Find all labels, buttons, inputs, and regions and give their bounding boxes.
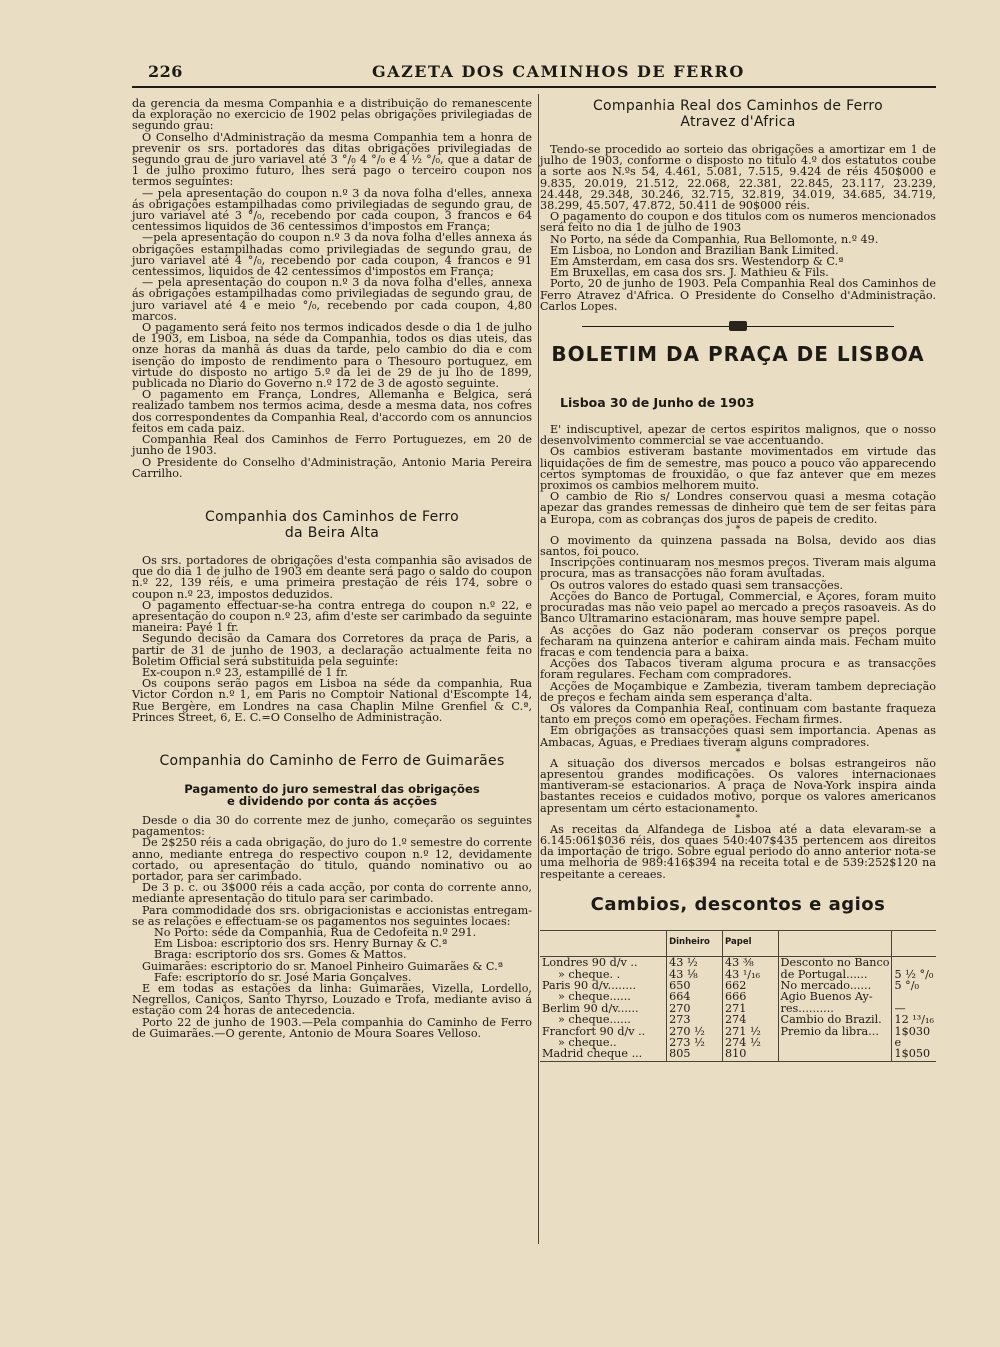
table-cell: 5 °/₀ xyxy=(892,980,936,991)
table-header-row xyxy=(540,930,936,956)
table-cell: Madrid cheque ... xyxy=(540,1048,667,1061)
paragraph: O pagamento em França, Londres, Allemanha e Belgica, será realizado tambem nos termos acima, desde a mesma data, nos cofres dos correspondentes da Companhia Real, d'accordo com os annuncios feitos em cada paiz. xyxy=(132,388,532,435)
paragraph: Ex-coupon n.º 23, estampillé de 1 fr. xyxy=(142,665,348,679)
table-cell: Cambio do Brazil. xyxy=(778,1014,892,1025)
table-cell: Agio Buenos Ay- xyxy=(778,991,892,1002)
paragraph: As acções do Gaz não poderam conservar os preços porque fecharam na quinzena anterior e cahiram ainda mais. Fecham muito fracas e com tendencia para a baixa. xyxy=(540,623,936,659)
right-column xyxy=(540,98,936,1062)
column-header-papel: Papel xyxy=(723,930,779,956)
table-cell: » cheque. . xyxy=(558,967,621,981)
table-cell: 43 ½ xyxy=(667,957,723,969)
paragraph: Os coupons serão pagos em Lisboa na séde da companhia, Rua Victor Cordon n.º 1, em Paris no Comptoir National d'Escompte 14, Rue Bergère, em Londres na casa Chaplin Milne Grenfiel & C.ª, Princes Street, 6, E. C.=O Conselho de Administração. xyxy=(132,677,532,724)
table-cell: 271 ½ xyxy=(723,1026,779,1037)
table-cell: » cheque.. xyxy=(558,1036,617,1050)
paragraph: Guimarães: escriptorio do sr. Manoel Pinheiro Guimarães & C.ª xyxy=(142,959,503,973)
paragraph: Os cambios estiveram bastante movimentados em virtude das liquidações de fim de semestre, mas pouco a pouco vão apparecendo certos symptomas de frouxidão, o que faz antever que em mezes proximos os cambios melhorem muito. xyxy=(540,445,936,493)
table-cell: 810 xyxy=(723,1048,779,1061)
table-cell: 805 xyxy=(667,1048,723,1061)
paragraph: No Porto: séde da Companhia, Rua de Cedofeita n.º 291. xyxy=(154,925,477,939)
table-cell: res.......... xyxy=(778,1003,892,1014)
table-row xyxy=(540,1014,936,1025)
table-cell: Berlim 90 d/v...... xyxy=(542,1001,639,1015)
paragraph: De 3 p. c. ou 3$000 réis a cada acção, por conta do corrente anno, mediante apresentação do titulo para ser carimbado. xyxy=(132,881,532,906)
table-cell: — xyxy=(892,1003,936,1014)
paragraph: O movimento da quinzena passada na Bolsa, devido aos dias santos, foi pouco. xyxy=(540,533,936,559)
signature-paragraph: Porto 22 de junho de 1903.—Pela companhia do Caminho de Ferro de Guimarães.—O gerente, Antonio de Moura Soares Velloso. xyxy=(132,1015,532,1040)
paragraph: Em Amsterdam, em casa dos srs. Westendorp & C.ª xyxy=(550,255,844,269)
paragraph: Acções do Banco de Portugal, Commercial, e Açores, foram muito procuradas mas não veio papel ao mercado a preços rasoaveis. As do Banco Ultramarino estacionaram, mas houve sempre papel. xyxy=(540,589,936,626)
paragraph: Em Lisboa, no London and Brazilian Bank Limited. xyxy=(550,243,839,257)
table-cell: 664 xyxy=(667,991,723,1002)
table-cell: Premio da libra... xyxy=(778,1026,892,1037)
table-cell: 666 xyxy=(723,991,779,1002)
paragraph: — pela apresentação do coupon n.º 3 da nova folha d'elles, annexa ás obrigações estampilhadas como privilegiadas de segundo grau, de juro variavel até 4 e meio °/₀, recebendo por cada coupon, 4,80 marcos. xyxy=(132,276,532,323)
paragraph: Para commodidade dos srs. obrigacionistas e accionistas entregam-se as relações e effectuam-se os pagamentos nos seguintes locaes: xyxy=(132,903,532,928)
paragraph: Os outros valores do estado quasi sem transacções. xyxy=(550,578,844,592)
paragraph: Em obrigações as transacções quasi sem importancia. Apenas as Ambacas, Aguas, e Prediaes tiveram alguns compradores. xyxy=(540,724,936,749)
table-cell: 270 xyxy=(667,1003,723,1014)
paragraph: E em todas as estações da linha: Guimarães, Vizella, Lordello, Negrellos, Caniços, Santo Thyrso, Louzado e Trofa, mediante aviso á estação com 24 horas de antecedencia. xyxy=(132,982,532,1018)
paragraph: Acções dos Tabacos tiveram alguma procura e as transacções foram regulares. Fecham com compradores. xyxy=(540,657,936,682)
table-cell: 43 ⅜ xyxy=(723,957,779,969)
paragraph: Desde o dia 30 do corrente mez de junho, começarão os seguintes pagamentos: xyxy=(132,813,532,839)
section-asterisk: * xyxy=(735,812,741,824)
locomotive-ornament-icon xyxy=(729,321,747,331)
paragraph: No Porto, na séde da Companhia, Rua Bellomonte, n.º 49. xyxy=(550,232,879,246)
section-asterisk: * xyxy=(735,746,741,758)
header-rule xyxy=(132,86,936,88)
paragraph: E' indiscuptivel, apezar de certos espiritos malignos, que o nosso desenvolvimento commercial se vae accentuando. xyxy=(540,423,936,448)
exchange-rates-table xyxy=(540,930,936,1062)
table-cell xyxy=(778,1048,892,1061)
signature-paragraph: O Presidente do Conselho d'Administração, Antonio Maria Pereira Carrilho. xyxy=(132,455,532,480)
table-row xyxy=(540,1048,936,1061)
table-cell: 274 ½ xyxy=(723,1037,779,1048)
column-header-dinheiro: Dinheiro xyxy=(667,930,723,956)
paragraph: O pagamento effectuar-se-ha contra entrega do coupon n.º 22, e apresentação do coupon n.º 23, afim d'este ser carimbado da seguinte maneira: Payé 1 fr. xyxy=(132,598,532,635)
section-heading-cambios: Cambios, descontos e agios xyxy=(590,893,886,915)
paragraph: — pela apresentação do coupon n.º 3 da nova folha d'elles, annexa ás obrigações estampilhadas como privilegiadas de segundo grau, de juro variavel até 3 °/₀, recebendo por cada coupon, 3 francos e 64 centessimos liquidos de 36 centessimos d'impostos em França; xyxy=(132,186,532,234)
signature-paragraph: Porto, 20 de junho de 1903. Pela Companhia Real dos Caminhos de Ferro Atravez d'Africa. O Presidente do Conselho d'Administração. Carlos Lopes. xyxy=(540,277,936,313)
subheading-pagamento: Pagamento do juro semestral das obrigações e dividendo por conta ás acções xyxy=(184,781,480,808)
paragraph: As receitas da Alfandega de Lisboa até a data elevaram-se a 6.145:061$036 réis, dos quaes 540:407$435 pertencem aos direitos da importação de trigo. Sobre egual periodo do anno anterior nota-se uma melhoria de 989:416$394 na receita total e de 539:252$120 na respeitante a cereaes. xyxy=(540,822,936,881)
table-cell: 12 ¹³/₁₆ xyxy=(892,1014,936,1025)
page-number: 226 xyxy=(148,62,183,81)
table-cell: Francfort 90 d/v .. xyxy=(542,1024,646,1038)
paragraph: Braga: escriptorio dos srs. Gomes & Mattos. xyxy=(154,948,407,962)
table-cell: e xyxy=(892,1037,936,1048)
table-cell: 43 ¹/₁₆ xyxy=(723,969,779,980)
paragraph: Tendo-se procedido ao sorteio das obrigações a amortizar em 1 de julho de 1903, conforme o disposto no titulo 4.º dos estatutos coube a sorte aos N.ºs 54, 4.461, 5.081, 7.515, 9.424 de réis 450$000 e 9.835, 20.019, 21.512, 22.068, 22.381, 22.845, 23.117, 23.239, 24.448, 29.348, 30.246, 32.715, 32.819, 34.019, 34.685, 34.719, 38.299, 45.507, 47.872, 50.411 de 90$000 réis. xyxy=(540,143,936,213)
table-cell: 5 ½ °/₀ xyxy=(892,969,936,980)
table-cell: 1$030 xyxy=(892,1026,936,1037)
table-cell: 273 ½ xyxy=(667,1037,723,1048)
table-cell xyxy=(892,957,936,969)
paragraph: Acções de Moçambique e Zambezia, tiveram tambem depreciação de preços e fecham ainda sem esperança d'alta. xyxy=(540,679,936,704)
paragraph: Inscripções continuaram nos mesmos preços. Tiveram mais alguma procura, mas as transacções não foram avultadas. xyxy=(540,556,936,581)
paragraph: Fafe: escriptorio do sr. José Maria Gonçalves. xyxy=(154,970,412,984)
column-divider xyxy=(538,94,539,1244)
table-cell: Londres 90 d/v .. xyxy=(542,956,638,970)
table-cell: » cheque...... xyxy=(558,990,631,1004)
paragraph: Companhia Real dos Caminhos de Ferro Portuguezes, em 20 de junho de 1903. xyxy=(132,433,532,458)
table-cell: 273 xyxy=(667,1014,723,1025)
section-heading-beira-alta: Companhia dos Caminhos de Ferro da Beira Alta xyxy=(205,508,459,541)
table-cell: Desconto no Banco xyxy=(778,957,892,969)
table-cell: No mercado...... xyxy=(778,980,892,991)
table-cell: » cheque...... xyxy=(558,1013,631,1027)
paragraph: Os valores da Companhia Real, continuam com bastante fraqueza tanto em preços como em operações. Fecham firmes. xyxy=(540,701,936,727)
table-row xyxy=(540,957,936,969)
paragraph: O Conselho d'Administração da mesma Companhia tem a honra de prevenir os srs. portadores das ditas obrigações privilegiadas de segundo grau de juro variavel até 3 °/₀ 4 °/₀ e 4 ½ °/₀, que a datar de 1 de julho proximo futuro, lhes será pago o terceiro coupon nos termos seguintes: xyxy=(132,130,532,189)
table-cell: 43 ⅛ xyxy=(667,969,723,980)
section-heading-guimaraes: Companhia do Caminho de Ferro de Guimarães xyxy=(159,752,505,769)
paragraph: Em Bruxellas, em casa dos srs. J. Mathieu & Fils. xyxy=(550,266,829,280)
table-cell: 274 xyxy=(723,1014,779,1025)
table-cell: 662 xyxy=(723,980,779,991)
section-heading-atravez-africa: Companhia Real dos Caminhos de Ferro Atravez d'Africa xyxy=(592,98,884,130)
section-heading-boletim: BOLETIM DA PRAÇA DE LISBOA xyxy=(551,342,925,367)
left-column xyxy=(132,98,532,1039)
table-cell: de Portugal...... xyxy=(778,969,892,980)
table-cell: Paris 90 d/v........ xyxy=(542,978,637,992)
paragraph: Em Lisboa: escriptorio dos srs. Henry Burnay & C.ª xyxy=(154,937,448,951)
ornamental-rule xyxy=(582,320,894,334)
table-cell: 1$050 xyxy=(892,1048,936,1061)
table-cell: 271 xyxy=(723,1003,779,1014)
table-cell: 270 ½ xyxy=(667,1026,723,1037)
paragraph: O pagamento do coupon e dos titulos com os numeros mencionados será feito no dia 1 de julho de 1903 xyxy=(540,210,936,235)
masthead-title: GAZETA DOS CAMINHOS DE FERRO xyxy=(372,62,745,81)
paragraph: A situação dos diversos mercados e bolsas estrangeiros não apresentou grandes modificações. Os valores internacionaes mantiveram-se estacionarios. A praça de Nova-York inspira ainda bastantes receios e cuidados motivo, porque os valores americanos apresentam um cérto estacionamento. xyxy=(540,756,936,815)
dateline: Lisboa 30 de Junho de 1903 xyxy=(560,395,755,411)
paragraph: O pagamento será feito nos termos indicados desde o dia 1 de julho de 1903, em Lisboa, na séde da Companhia, todos os dias uteis, das onze horas da manhã ás duas da tarde, pelo cambio do dia e com isenção do imposto de rendimento para o Thesouro portuguez, em virtude do disposto no artigo 5.º da lei de 29 de ju lho de 1899, publicada no Diario do Governo n.º 172 de 3 de agosto seguinte. xyxy=(132,321,532,391)
paragraph: De 2$250 réis a cada obrigação, do juro do 1.º semestre do corrente anno, mediante entrega do respectivo coupon n.º 12, devidamente cortado, ou apresentação do titulo, quando nominativo ou ao portador, para ser carimbado. xyxy=(132,836,532,883)
paragraph: da gerencia da mesma Companhia e a distribuição do remanescente da exploração no exercicio de 1902 pelas obrigações privilegiadas de segundo grau: xyxy=(132,97,532,133)
section-asterisk: * xyxy=(735,523,741,535)
paragraph: Segundo decisão da Camara dos Corretores da praça de Paris, a partir de 31 de junho de 1903, a declaração actualmente feita no Boletim Official será substituida pela seguinte: xyxy=(132,632,532,668)
paragraph: Os srs. portadores de obrigações d'esta companhia são avisados de que do dia 1 de julho de 1903 em deante será pago o saldo do coupon n.º 22, 139 réis, e uma primeira prestação de réis 174, sobre o coupon n.º 23, impostos deduzidos. xyxy=(132,553,532,601)
paragraph: —pela apresentação do coupon n.º 3 da nova folha d'elles annexa ás obrigações estampilhadas como privilegiadas de segundo grau, de juro variavel até 4 °/₀, recebendo por cada coupon, 4 francos e 91 centessimos, liquidos de 42 centessimos d'impostos em França; xyxy=(132,231,532,279)
table-cell: 650 xyxy=(667,980,723,991)
table-cell xyxy=(778,1037,892,1048)
paragraph: O cambio de Rio s/ Londres conservou quasi a mesma cotação apezar das grandes remessas de dinheiro que tem de ser feitas para a Europa, com as cobranças dos juros de papeis de credito. xyxy=(540,490,936,526)
